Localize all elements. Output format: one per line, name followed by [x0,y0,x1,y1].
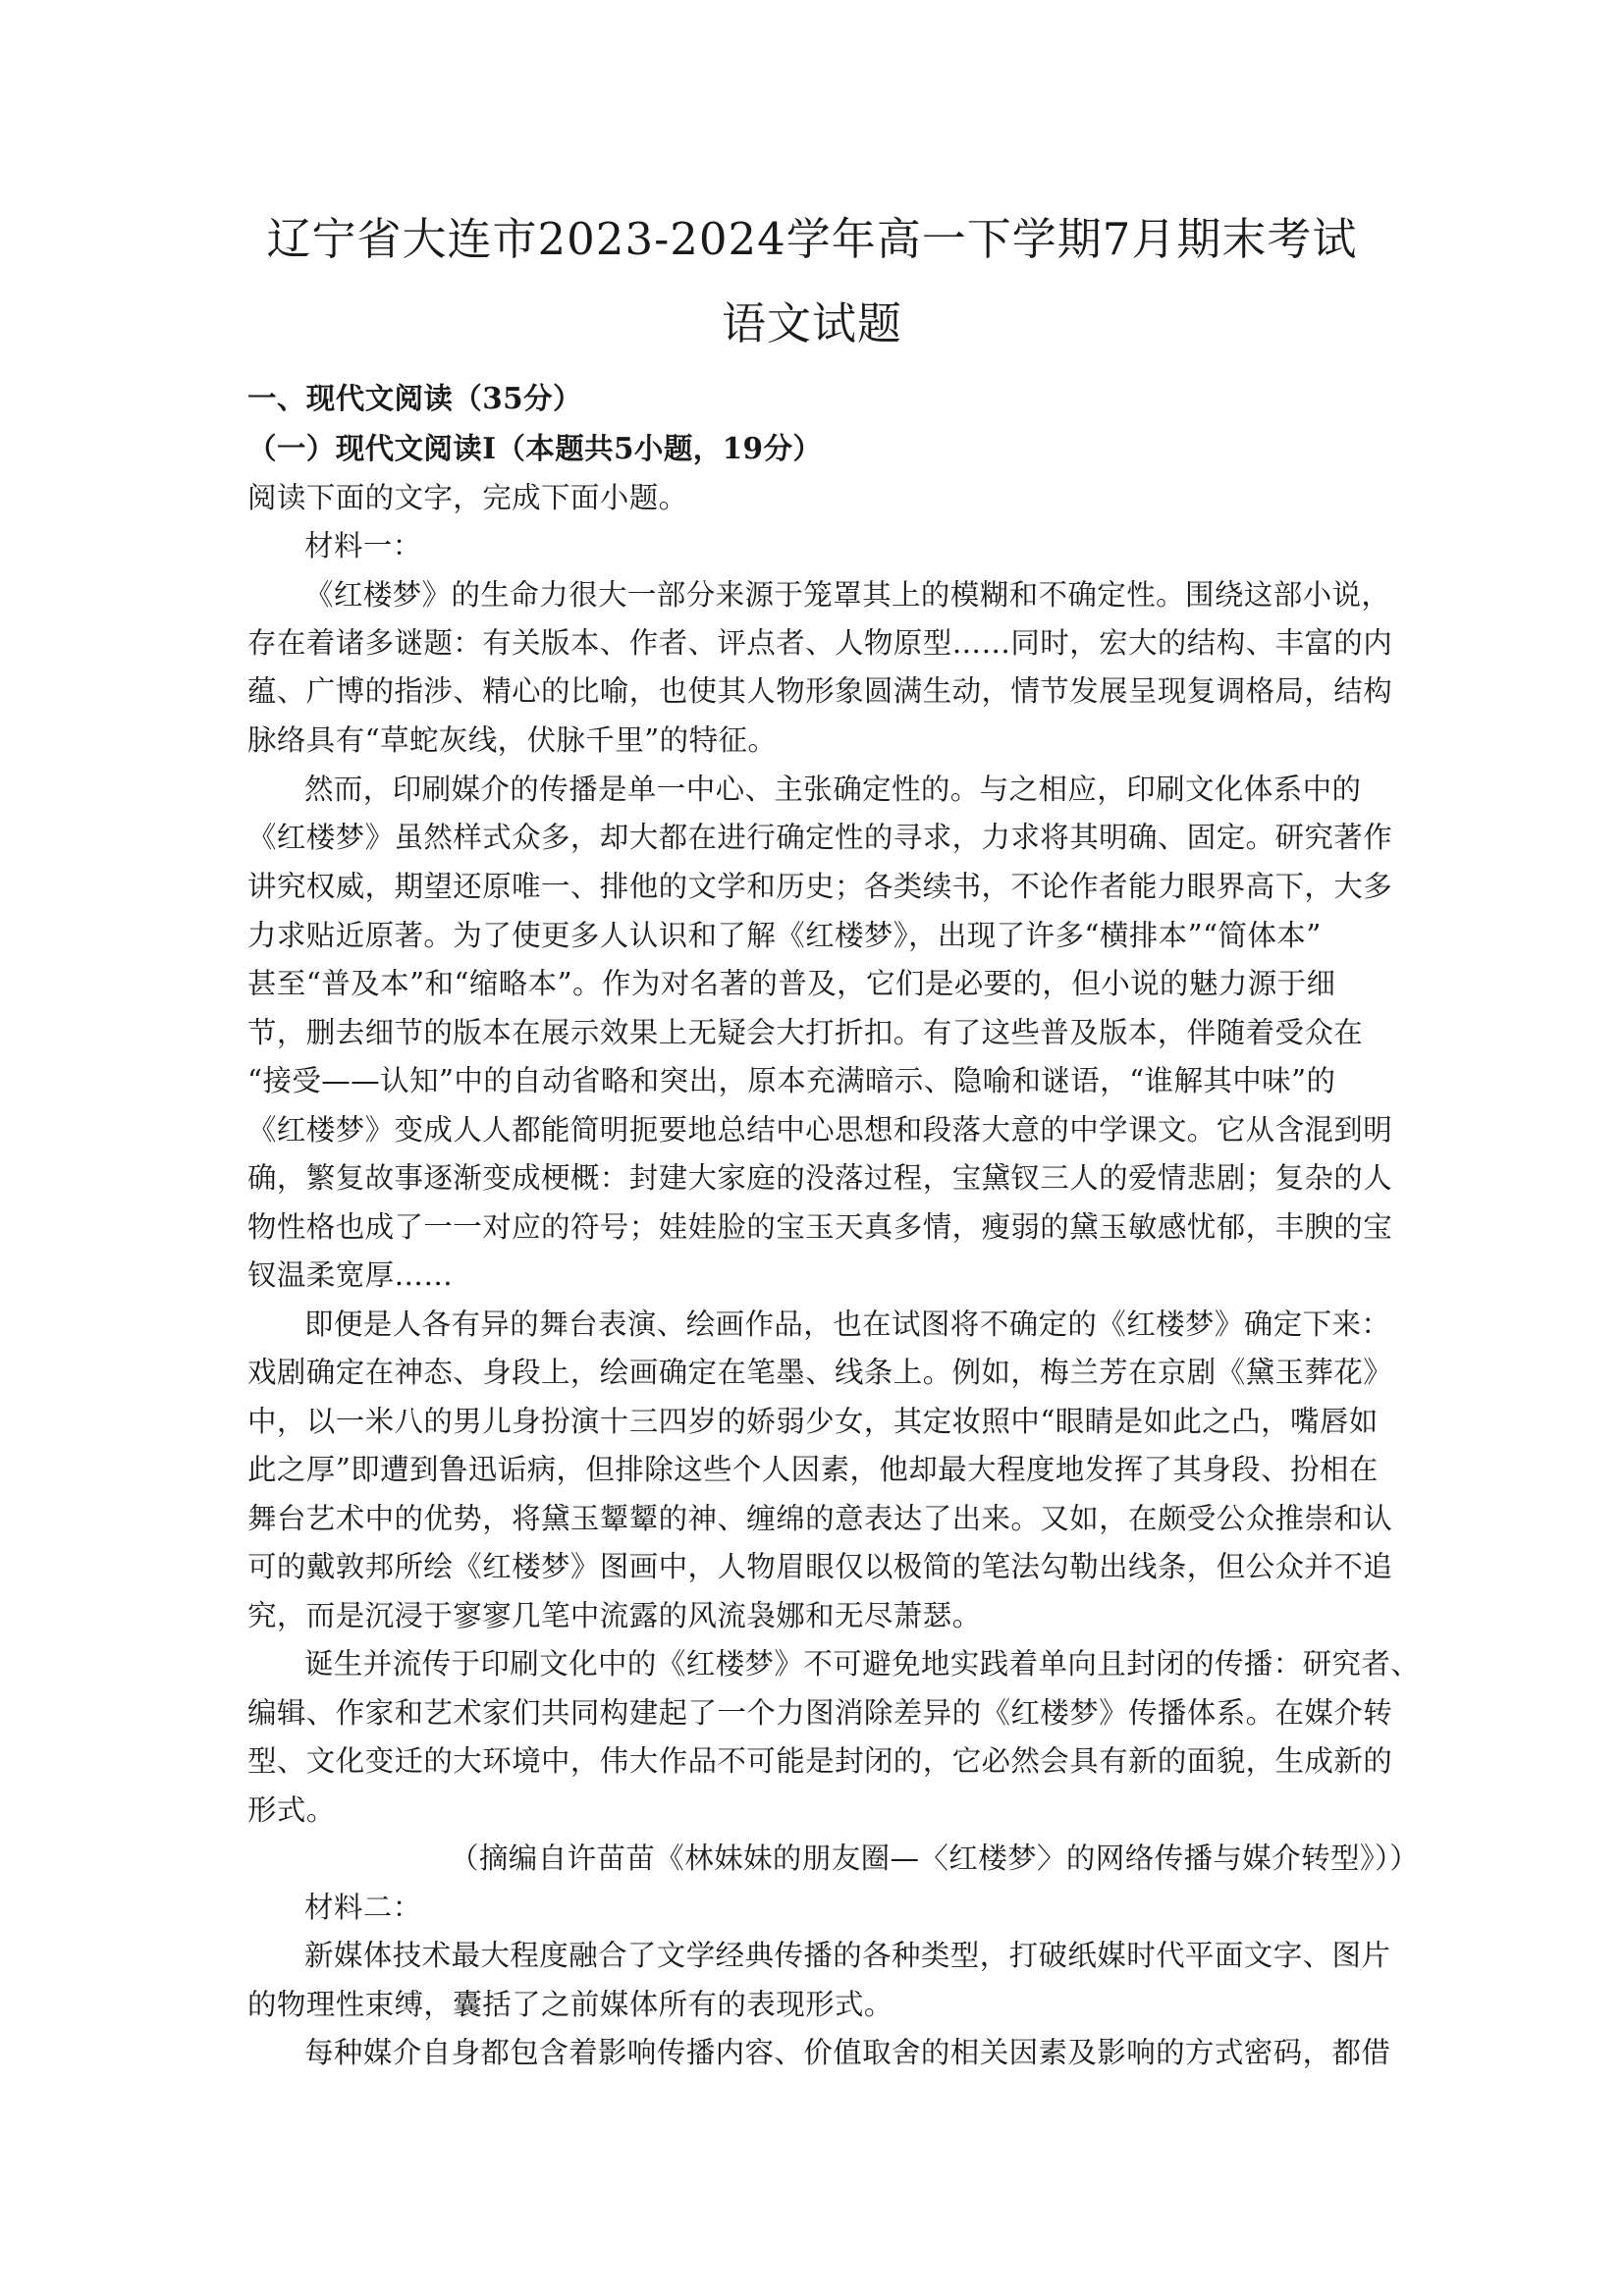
text-line: 编辑、作家和艺术家们共同构建起了一个力图消除差异的《红楼梦》传播体系。在媒介转 [247,1696,1393,1730]
text-line: 确，繁复故事逐渐变成梗概：封建大家庭的没落过程，宝黛钗三人的爱情悲剧；复杂的人 [247,1161,1393,1195]
text-line: 钗温柔宽厚…… [247,1258,454,1292]
text-line: 存在着诸多谜题：有关版本、作者、评点者、人物原型……同时，宏大的结构、丰富的内 [247,626,1393,660]
text-line: 可的戴敦邦所绘《红楼梦》图画中，人物眉眼仅以极简的笔法勾勒出线条，但公众并不追 [247,1550,1393,1583]
text-line: “接受——认知”中的自动省略和突出，原本充满暗示、隐喻和谜语，“谁解其中味”的 [247,1064,1336,1097]
text-line: 《红楼梦》的生命力很大一部分来源于笼罩其上的模糊和不确定性。围绕这部小说， [304,578,1391,612]
text-line: 此之厚”即遭到鲁迅诟病，但排除这些个人因素，他却最大程度地发挥了其身段、扮相在 [247,1453,1379,1486]
text-line: 型、文化变迁的大环境中，伟大作品不可能是封闭的，它必然会具有新的面貌，生成新的 [247,1744,1393,1778]
source-citation: （摘编自许苗苗《林妹妹的朋友圈—〈红楼梦〉的网络传播与媒介转型》）） [450,1842,1420,1875]
text-line: 甚至“普及本”和“缩略本”。作为对名著的普及，它们是必要的，但小说的魅力源于细 [247,967,1336,1000]
text-line: 物性格也成了一一对应的符号；娃娃脸的宝玉天真多情，瘦弱的黛玉敏感忧郁，丰腴的宝 [247,1210,1393,1244]
text-line: 形式。 [247,1793,336,1827]
text-line: 新媒体技术最大程度融合了文学经典传播的各种类型，打破纸媒时代平面文字、图片 [304,1939,1391,1972]
text-line: 戏剧确定在神态、身段上，绘画确定在笔墨、线条上。例如，梅兰芳在京剧《黛玉葬花》 [247,1356,1393,1389]
text-line: 脉络具有“草蛇灰线，伏脉千里”的特征。 [247,723,778,757]
section-subheading: （一）现代文阅读Ⅰ（本题共5小题，19分） [247,431,823,465]
instruction-text: 阅读下面的文字，完成下面小题。 [247,481,688,514]
text-line: 节，删去细节的版本在展示效果上无疑会大打折扣。有了这些普及版本，伴随着受众在 [247,1016,1364,1049]
text-line: 讲究权威，期望还原唯一、排他的文学和历史；各类续书，不论作者能力眼界高下，大多 [247,870,1393,903]
page-subtitle: 语文试题 [721,297,902,349]
text-line: 每种媒介自身都包含着影响传播内容、价值取舍的相关因素及影响的方式密码，都借 [304,2036,1391,2069]
text-line: 《红楼梦》变成人人都能简明扼要地总结中心思想和段落大意的中学课文。它从含混到明 [247,1113,1393,1147]
text-line: 然而，印刷媒介的传播是单一中心、主张确定性的。与之相应，印刷文化体系中的 [304,773,1362,806]
material-label: 材料二： [304,1891,422,1924]
text-line: 《红楼梦》虽然样式众多，却大都在进行确定性的寻求，力求将其明确、固定。研究著作 [247,821,1393,854]
section-heading: 一、现代文阅读（35分） [247,381,582,415]
text-line: 中，以一米八的男儿身扮演十三四岁的娇弱少女，其定妆照中“眼睛是如此之凸，嘴唇如 [247,1405,1379,1438]
material-label: 材料一： [304,529,422,562]
text-line: 即便是人各有异的舞台表演、绘画作品，也在试图将不确定的《红楼梦》确定下来： [304,1308,1391,1341]
text-line: 诞生并流传于印刷文化中的《红楼梦》不可避免地实践着单向且封闭的传播：研究者、 [304,1647,1421,1681]
text-line: 的物理性束缚，囊括了之前媒体所有的表现形式。 [247,1988,893,2021]
page-title: 辽宁省大连市2023-2024学年高一下学期7月期末考试 [266,213,1358,265]
text-line: 舞台艺术中的优势，将黛玉颦颦的神、缠绵的意表达了出来。又如，在颇受公众推崇和认 [247,1502,1393,1535]
text-line: 力求贴近原著。为了使更多人认识和了解《红楼梦》，出现了许多“横排本”“简体本” [247,919,1322,952]
text-line: 蕴、广博的指涉、精心的比喻，也使其人物形象圆满生动，情节发展呈现复调格局，结构 [247,674,1393,708]
text-line: 究，而是沉浸于寥寥几笔中流露的风流袅娜和无尽萧瑟。 [247,1599,982,1632]
